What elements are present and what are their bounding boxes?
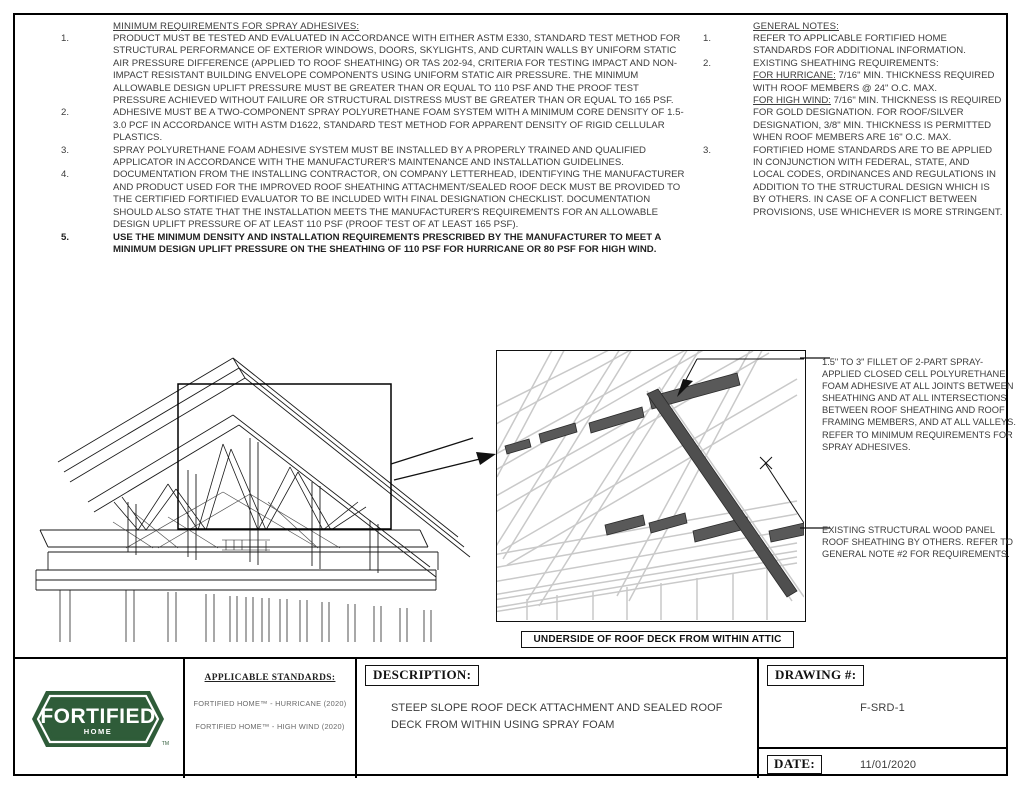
note-lead-text: EXISTING SHEATHING REQUIREMENTS:: [753, 57, 939, 69]
note-item: [61, 145, 691, 170]
note-number: 3.: [61, 144, 70, 156]
general-notes: [703, 21, 1003, 219]
note-text: PRODUCT MUST BE TESTED AND EVALUATED IN ACCORDANCE WITH EITHER ASTM E330, STANDARD TEST METHOD FOR STRUCTURAL PERFORMANCE OF EXTERIOR WINDOWS, DOORS, SKYLIGHTS, AND CURTAIN WALLS BY UNIFORM STATIC AIR PRESSURE DIFFERENCE (APPLIED TO ROOF SHEATHING) OR TAS 202-94, CRITERIA FOR TESTING IMPACT AND NON-IMPACT RESISTANT BUILDING ENVELOPE COMPONENTS USING UNIFORM STATIC AIR PRESSURE. THE MINIMUM ALLOWABLE DESIGN UPLIFT PRESSURE MUST BE GREATER THAN OR EQUAL TO 110 PSF AND THE PROOF TEST PRESSURE ACHIEVED WITHOUT FAILURE OR STRUCTURAL DISTRESS MUST BE GREATER THAN OR EQUAL TO 165 PSF.: [113, 33, 681, 107]
note-number: 3.: [703, 144, 712, 156]
isometric-attic-framing-figure: [18, 352, 488, 642]
note-item: [703, 58, 1003, 145]
drawing-number-cell: [759, 659, 1006, 778]
detail-caption: UNDERSIDE OF ROOF DECK FROM WITHIN ATTIC: [521, 631, 794, 648]
notes-zone: [13, 13, 1008, 343]
standard-item: FORTIFIED HOME™ - HURRICANE (2020): [193, 699, 347, 708]
note-number: 2.: [61, 107, 70, 119]
fortified-home-logo: [30, 689, 169, 749]
description-value: STEEP SLOPE ROOF DECK ATTACHMENT AND SEALED ROOF DECK FROM WITHIN USING SPRAY FOAM: [391, 702, 723, 731]
callout-existing-sheathing: EXISTING STRUCTURAL WOOD PANEL ROOF SHEATHING BY OTHERS. REFER TO GENERAL NOTE #2 FOR REQUIREMENTS.: [822, 525, 1013, 560]
date-label: DATE:: [767, 755, 822, 774]
general-notes-heading: GENERAL NOTES:: [753, 21, 839, 32]
note-text: FORTIFIED HOME STANDARDS ARE TO BE APPLIED IN CONJUNCTION WITH FEDERAL, STATE, AND LOCAL CODES, ORDINANCES AND REGULATIONS IN ADDITION TO THE STRUCTURAL DESIGN WHICH IS BY OTHERS. IN CASE OF A CONFLICT BETWEEN PROVISIONS, USE WHICHEVER IS MORE STRINGENT.: [753, 144, 1003, 218]
note-item: [703, 33, 1003, 58]
logo-subword: HOME: [83, 726, 113, 736]
note-text: REFER TO APPLICABLE FORTIFIED HOME STANDARDS FOR ADDITIONAL INFORMATION.: [753, 33, 966, 57]
note-number: 1.: [703, 33, 712, 44]
note-subtext-high-wind: 7/16" MIN. THICKNESS IS REQUIRED FOR GOLD DESIGNATION. FOR ROOF/SILVER DESIGNATION, 3/8" MIN. THICKNESS IS PERMITTED WHEN ROOF MEMBERS ARE 16" O.C. MAX.: [753, 95, 1002, 144]
detail-svg: [497, 351, 804, 620]
applicable-standards-heading: APPLICABLE STANDARDS:: [204, 673, 336, 683]
note-subtext-hurricane: 7/16" MIN. THICKNESS REQUIRED WITH ROOF MEMBERS @ 24" O.C. MAX.: [753, 70, 995, 94]
standard-item: FORTIFIED HOME™ - HIGH WIND (2020): [195, 722, 345, 731]
note-text: DOCUMENTATION FROM THE INSTALLING CONTRACTOR, ON COMPANY LETTERHEAD, IDENTIFYING THE MANUFACTURER AND PRODUCT USED FOR THE IMPROVED ROOF SHEATHING ATTACHMENT/SEALED ROOF DECK MUST BE PROVIDED TO THE CERTIFIED FORTIFIED EVALUATOR TO BE INCLUDED WITH FINAL DESIGNATION CHECKLIST. DOCUMENTATION SHOULD ALSO STATE THAT THE INSTALLATION MEETS THE MANUFACTURER'S REQUIREMENTS FOR AN ALLOWABLE DESIGN UPLIFT PRESSURE OF AT LEAST 110 PSF (PROOF TEST OF AT LEAST 165 PSF).: [113, 169, 685, 231]
note-number: 4.: [61, 169, 70, 181]
valley-foam-bead: [647, 389, 797, 597]
note-sublabel-hurricane: FOR HURRICANE:: [753, 70, 836, 82]
isometric-svg: [18, 352, 488, 642]
drawing-number-value: F-SRD-1: [860, 702, 905, 714]
applicable-standards-cell: [185, 659, 355, 778]
minimum-requirements-notes: [61, 21, 691, 256]
note-sublabel-high-wind: FOR HIGH WIND:: [753, 95, 831, 107]
note-number: 2.: [703, 57, 712, 69]
fortified-home-logo-cell: [13, 659, 183, 778]
detail-region-box: [178, 384, 391, 529]
note-item-emphasis: [61, 232, 691, 257]
detail-leader-arrow: [392, 418, 502, 488]
note-number: 1.: [61, 33, 70, 44]
title-block: [13, 657, 1008, 776]
minimum-requirements-heading: MINIMUM REQUIREMENTS FOR SPRAY ADHESIVES:: [113, 21, 360, 32]
note-text: SPRAY POLYURETHANE FOAM ADHESIVE SYSTEM MUST BE INSTALLED BY A PROPERLY TRAINED AND QUALIFIED APPLICATOR IN ACCORDANCE WITH THE MANUFACTURER'S MAINTENANCE AND INSTALLATION GUIDELINES.: [113, 144, 646, 169]
note-item: [61, 33, 691, 107]
note-text: USE THE MINIMUM DENSITY AND INSTALLATION REQUIREMENTS PRESCRIBED BY THE MANUFACTURER TO MEET A MINIMUM DESIGN UPLIFT PRESSURE ON THE SHEATHING OF 110 PSF FOR HURRICANE OR 80 PSF FOR HIGH WIND.: [113, 231, 661, 255]
note-text: [753, 58, 1003, 145]
drawing-number-label: DRAWING #:: [767, 665, 864, 686]
date-value: 11/01/2020: [859, 758, 917, 771]
logo-trademark: TM: [161, 740, 169, 747]
callout-foam-fillet: 1.5" TO 3" FILLET OF 2-PART SPRAY-APPLIED CLOSED CELL POLYURETHANE FOAM ADHESIVE AT ALL JOINTS BETWEEN SHEATHING AND AT ALL INTERSECTIONS BETWEEN ROOF SHEATHING AND ROOF FRAMING MEMBERS, AND AT ALL VALLEYS. REFER TO MINIMUM REQUIREMENTS FOR SPRAY ADHESIVES.: [822, 357, 1016, 452]
note-item: [61, 169, 691, 231]
description-label: DESCRIPTION:: [365, 665, 479, 686]
logo-badge-icon: [30, 689, 166, 749]
note-item: [61, 107, 691, 144]
note-number: 5.: [61, 231, 70, 243]
attic-detail-figure: [496, 350, 806, 622]
detail-frame: [496, 350, 806, 622]
note-item: [703, 145, 1003, 219]
note-text: ADHESIVE MUST BE A TWO-COMPONENT SPRAY POLYURETHANE FOAM SYSTEM WITH A MINIMUM CORE DENSITY OF 1.5-3.0 PCF IN ACCORDANCE WITH ASTM D1622, STANDARD TEST METHOD FOR APPARENT DENSITY OF RIGID CELLULAR PLASTICS.: [113, 107, 684, 144]
description-cell: [357, 659, 757, 778]
logo-wordmark: FORTIFIED: [40, 704, 156, 728]
